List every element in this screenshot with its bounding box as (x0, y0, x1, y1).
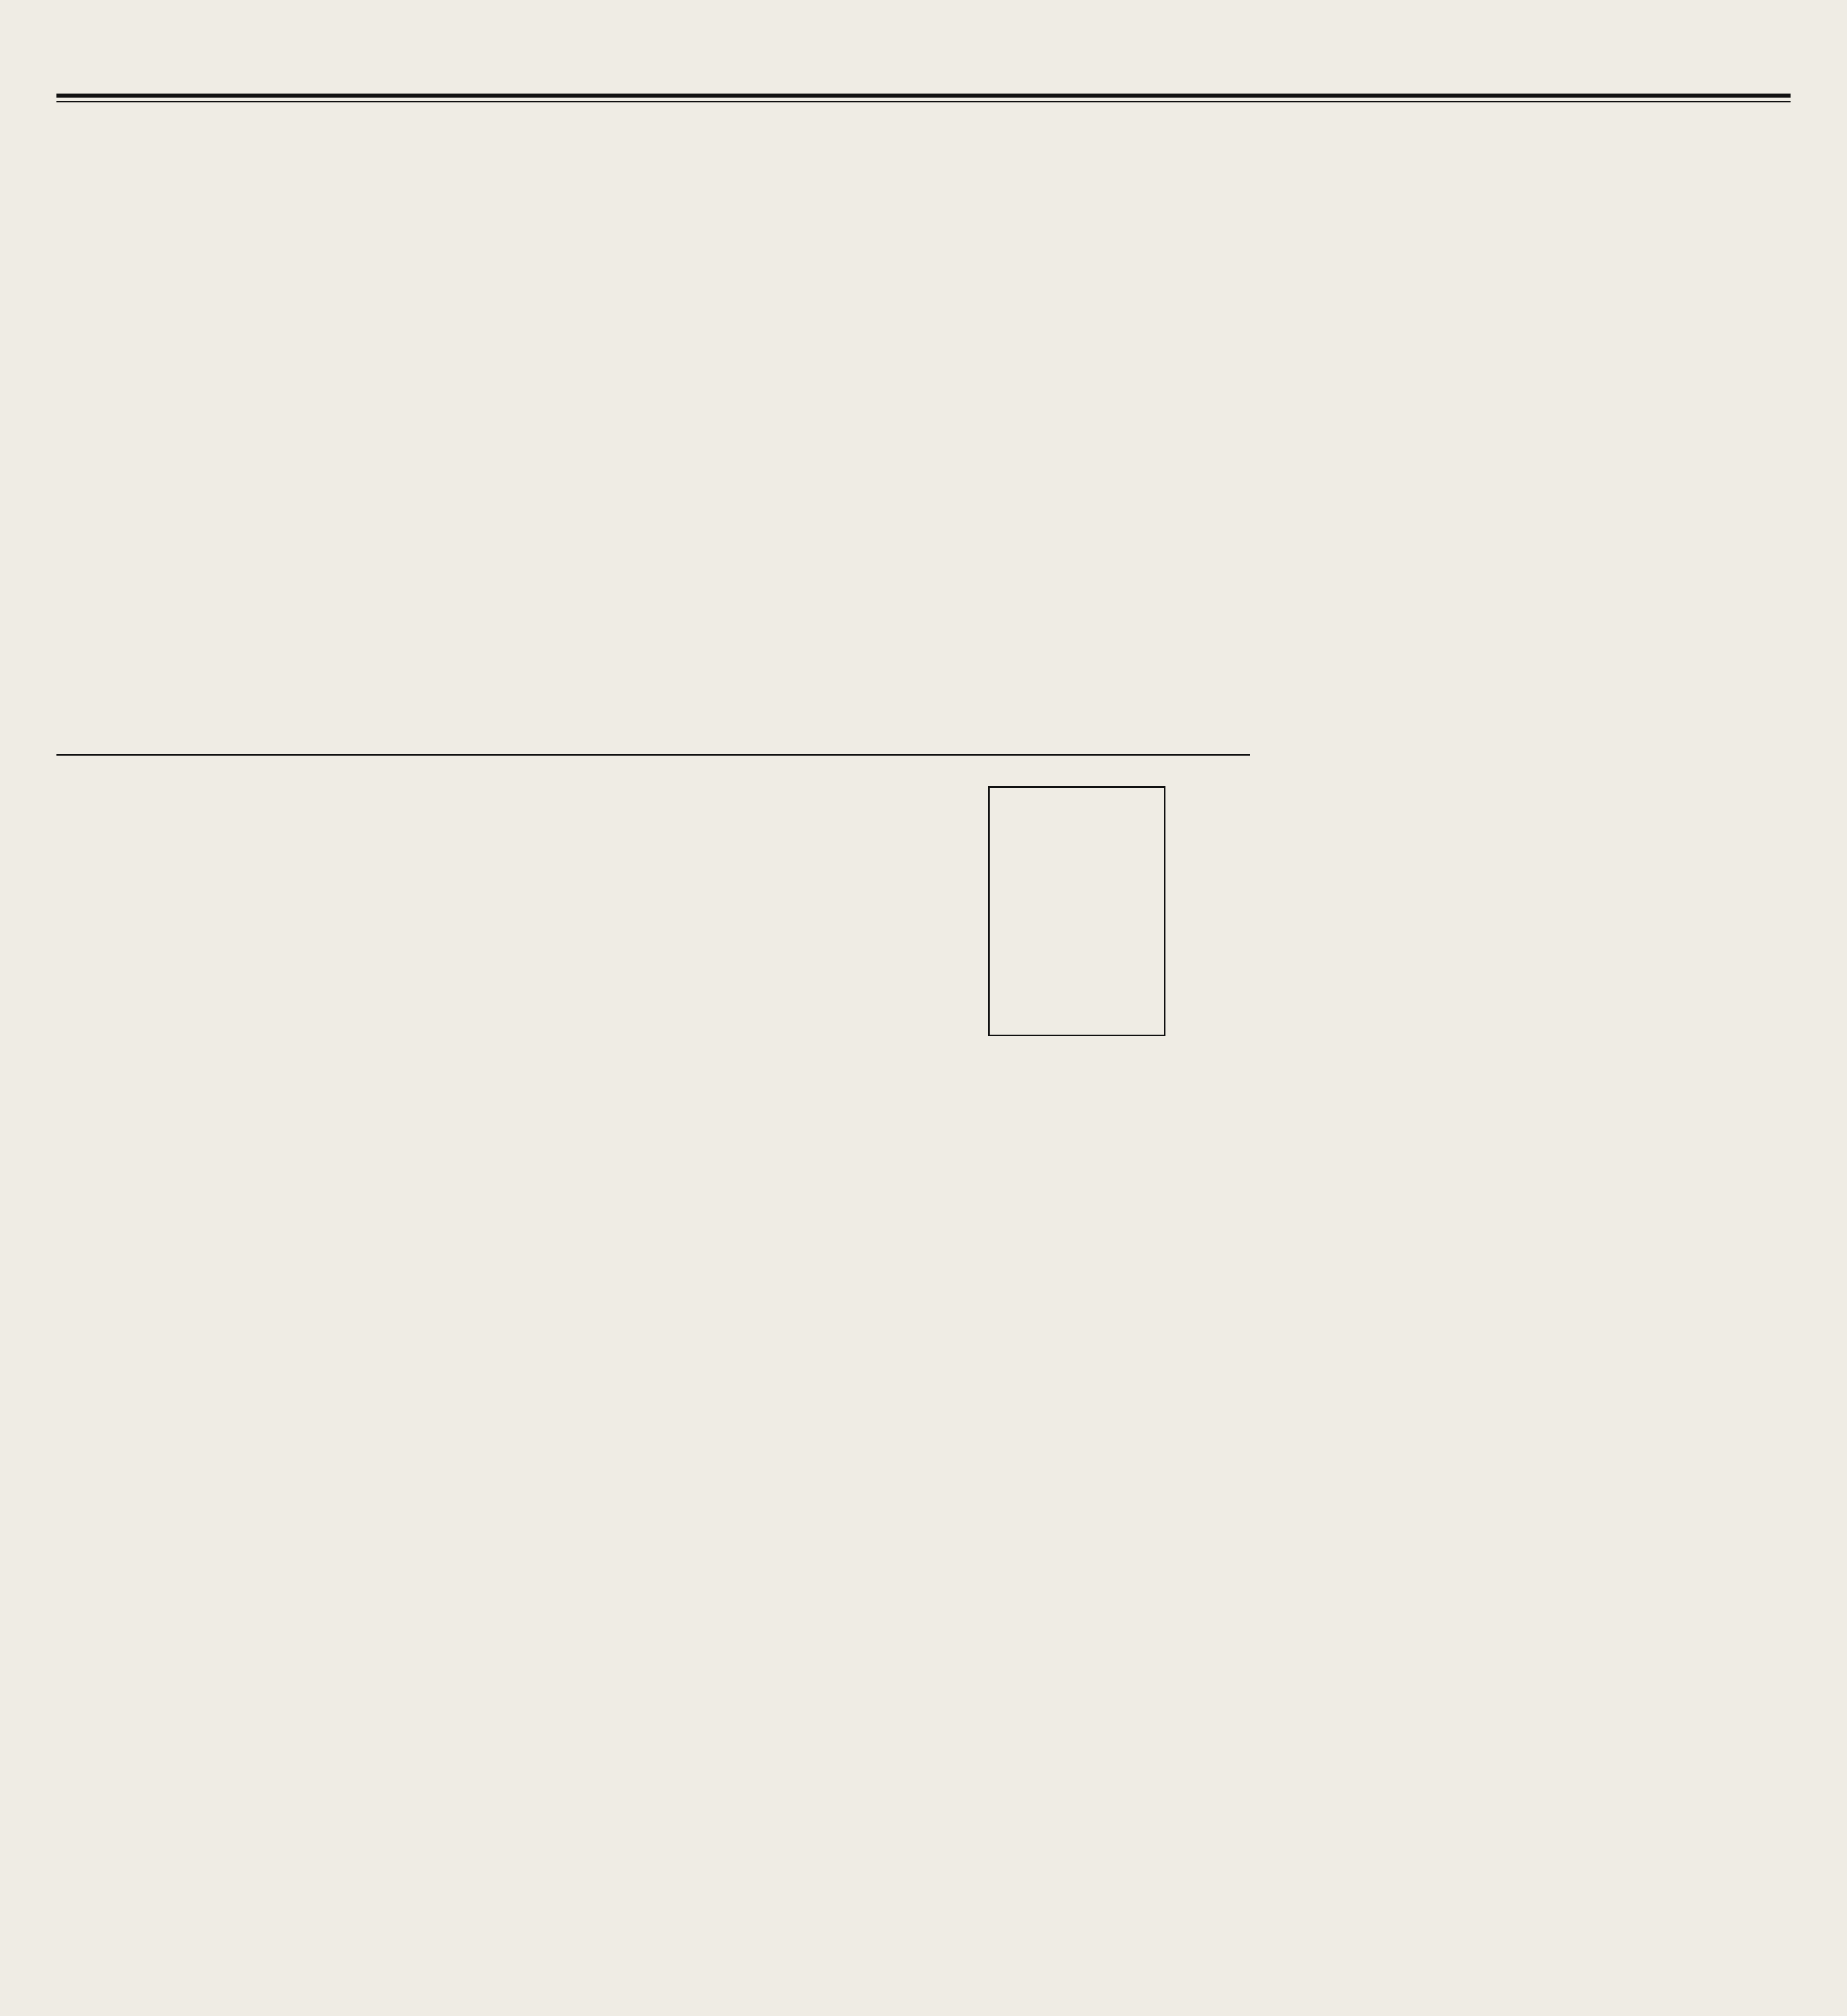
atlantic-body (629, 766, 984, 1266)
army-body (56, 766, 379, 1282)
truman-body-2 (1000, 1298, 1226, 1702)
lunar-date (56, 44, 387, 97)
weather (403, 44, 613, 97)
truman-body (629, 1298, 863, 1702)
masthead-rule-thin (56, 101, 1791, 102)
newspaper-title (665, 28, 1109, 113)
masthead (56, 16, 1791, 97)
ussr-body-2 (1436, 754, 1791, 980)
pla-body-2 (581, 1754, 1226, 2016)
henan-body (1113, 113, 1242, 286)
weekday (1516, 44, 1621, 97)
masthead-rule (56, 94, 1791, 98)
page-number (1637, 44, 1782, 97)
pla-body (56, 1754, 476, 2016)
army-body-2 (597, 766, 625, 1290)
northeast-body-2 (887, 476, 1210, 742)
right-lower-body (1250, 1524, 1791, 2016)
top-row-divider (56, 754, 1250, 756)
peace-body-2 (266, 113, 678, 556)
peace-body (60, 113, 149, 556)
changsha-body (56, 1310, 274, 1673)
ussr-body (1250, 968, 1492, 1492)
republic-date (1169, 44, 1500, 97)
main-story-body-cont (1436, 573, 1791, 742)
students-banner (290, 1702, 855, 1750)
atlantic-deck-box (988, 786, 1165, 1036)
